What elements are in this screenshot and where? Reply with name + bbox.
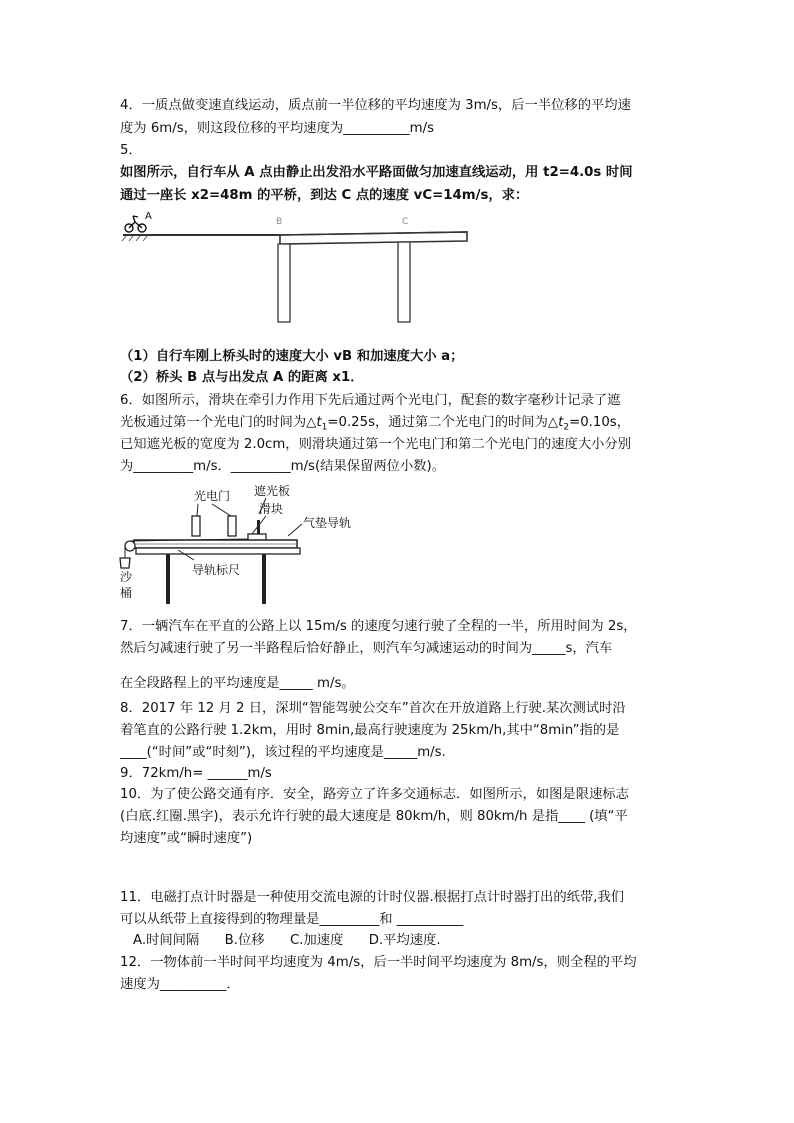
q6-t2-sub: 2 [563, 422, 570, 433]
shade-plate-label: 遮光板 [254, 484, 291, 498]
q5-line2: 通过一座长 x2=48m 的平桥，到达 C 点的速度 vC=14m/s，求： [120, 188, 529, 203]
photogate-label: 光电门 [194, 489, 231, 503]
sand-label: 沙 [120, 570, 133, 584]
q8-line2: 着笔直的公路行驶 1.2km，用时 8min,最高行驶速度为 25km/h,其中“8min”指的是 [120, 723, 620, 738]
q12-line1: 12．一物体前一半时间平均速度为 4m/s，后一半时间平均速度为 8m/s，则全程的平均 [120, 955, 637, 970]
q7-line1: 7．一辆汽车在平直的公路上以 15m/s 的速度匀速行驶了全程的一半，所用时间为 2s， [120, 619, 637, 634]
air-track-figure [118, 478, 388, 608]
bicycle-icon [125, 216, 146, 232]
q6-line4: 为_________m/s．_________m/s(结果保留两位小数)。 [120, 459, 446, 474]
bucket-label: 桶 [120, 586, 133, 600]
q7-line2: 然后匀减速行驶了另一半路程后恰好静止，则汽车匀减速运动的时间为_____s，汽车 [120, 641, 613, 656]
q6-t1: t [316, 415, 322, 430]
q5-line1: 如图所示，自行车从 A 点由静止出发沿水平路面做匀加速直线运动，用 t2=4.0s 时间 [120, 165, 633, 180]
q6-line3: 已知遮光板的宽度为 2.0cm，则滑块通过第一个光电门和第二个光电门的速度大小分别 [120, 437, 632, 452]
q11-line1: 11．电磁打点计时器是一种使用交流电源的计时仪器.根据打点计时器打出的纸带,我们 [120, 890, 625, 905]
q8-line1: 8．2017 年 12 月 2 日，深圳“智能驾驶公交车”首次在开放道路上行驶.某次测试时沿 [120, 701, 626, 716]
q6-line2-c: =0.10s， [569, 415, 631, 430]
q4-line1: 4．一质点做变速直线运动，质点前一半位移的平均速度为 3m/s，后一半位移的平均速 [120, 98, 631, 113]
q5-number: 5． [120, 143, 142, 158]
q12-line2: 速度为__________． [120, 977, 240, 992]
q10-line2: (白底.红圈.黑字)，表示允许行驶的最大速度是 80km/h，则 80km/h 是指____ (填“平 [120, 809, 628, 824]
q11-options: A.时间间隔 B.位移 C.加速度 D.平均速度. [133, 933, 441, 948]
q6-t1-sub: 1 [321, 422, 328, 433]
q10-line1: 10．为了使公路交通有序．安全，路旁立了许多交通标志．如图所示，如图是限速标志 [120, 787, 629, 802]
q9-line1: 9．72km/h= ______m/s [120, 766, 272, 781]
q6-line2 [120, 414, 630, 437]
q5-sub1: （1）自行车刚上桥头时的速度大小 vB 和加速度大小 a； [120, 349, 464, 364]
q11-line2: 可以从纸带上直接得到的物理量是_________和 __________ [120, 912, 464, 927]
q5-sub2: （2）桥头 B 点与出发点 A 的距离 x1． [120, 370, 364, 385]
q4-line2: 度为 6m/s，则这段位移的平均速度为__________m/s [120, 121, 435, 136]
q6-line2-a: 光板通过第一个光电门的时间为△ [120, 415, 317, 430]
q7-line3: 在全段路程上的平均速度是_____ m/s。 [120, 676, 355, 691]
point-c-label: C [402, 217, 409, 227]
q6-line2-b: =0.25s，通过第二个光电门的时间为△ [327, 415, 559, 430]
slider-label: 滑块 [259, 502, 284, 516]
q6-t2: t [558, 415, 564, 430]
q6-line1: 6．如图所示，滑块在牵引力作用下先后通过两个光电门，配套的数字毫秒计记录了遮 [120, 393, 621, 408]
track-ruler-label: 导轨标尺 [192, 563, 241, 577]
q8-line3: ____(“时间”或“时刻”)，该过程的平均速度是_____m/s. [120, 745, 446, 760]
point-a-label: A [145, 211, 152, 222]
point-b-label: B [276, 217, 283, 227]
air-track-label: 气垫导轨 [303, 516, 352, 530]
q10-line3: 均速度”或“瞬时速度”) [120, 831, 253, 846]
bridge-figure [118, 208, 478, 328]
